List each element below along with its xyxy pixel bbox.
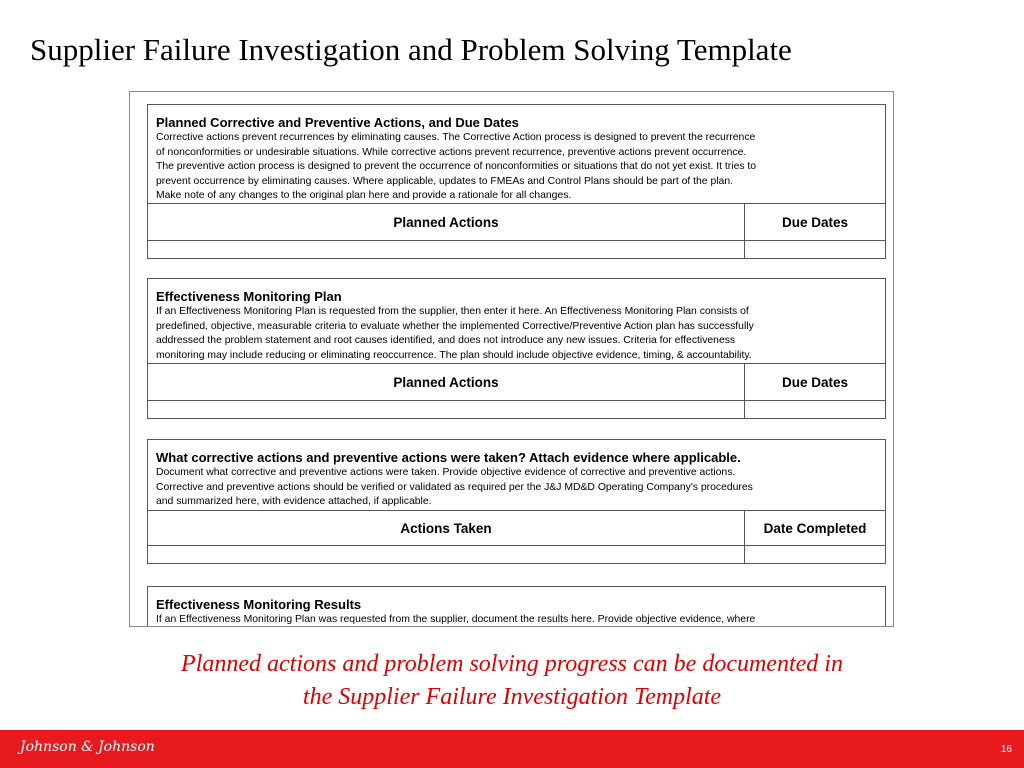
empty-cell: [745, 546, 885, 563]
section-description: [156, 305, 877, 363]
section-header: [148, 587, 885, 627]
description-line: prevent occurrence by eliminating causes. Where applicable, updates to FMEAs and Control Plans should be part of the plan.: [156, 175, 734, 187]
template-document-image: [129, 91, 894, 627]
description-line: If an Effectiveness Monitoring Plan was requested from the supplier, document the results here. Provide objective evidence, where: [156, 614, 756, 625]
empty-cell: [745, 241, 885, 258]
column-header-row: [148, 204, 885, 241]
section-title: Planned Corrective and Preventive Actions, and Due Dates: [156, 115, 519, 130]
section-description: [156, 613, 877, 627]
section-header: [148, 440, 885, 511]
section-description: [156, 131, 877, 204]
section-description: [156, 466, 877, 510]
empty-cell: [745, 401, 885, 418]
column-header-planned-actions: Planned Actions: [148, 364, 745, 400]
section-title: Effectiveness Monitoring Plan: [156, 289, 342, 304]
column-header-row: [148, 364, 885, 401]
company-logo: Johnson & Johnson: [20, 739, 155, 755]
description-line: Make note of any changes to the original plan here and provide a rationale for all changes.: [156, 190, 572, 201]
slide-title: Supplier Failure Investigation and Problem Solving Template: [30, 32, 792, 67]
caption-line: the Supplier Failure Investigation Template: [302, 684, 722, 710]
section-header: [148, 279, 885, 364]
empty-cell: [148, 401, 745, 418]
section-effectiveness-monitoring-results: [147, 586, 886, 627]
description-line: and summarized here, with evidence attached, if applicable.: [156, 496, 432, 507]
column-header-actions-taken: Actions Taken: [148, 511, 745, 545]
empty-cell: [148, 546, 745, 563]
column-header-due-dates: Due Dates: [781, 374, 849, 390]
column-header-due-dates: Due Dates: [781, 214, 849, 230]
slide-caption: [0, 648, 1024, 714]
column-header-row: [148, 511, 885, 546]
caption-line: Planned actions and problem solving progress can be documented in: [181, 651, 843, 677]
page-number: 16: [1000, 744, 1012, 755]
description-line: monitoring may include reducing or eliminating reoccurrence. The plan should include objective evidence, timing, & accountability.: [156, 349, 752, 361]
footer-bar: [0, 730, 1024, 768]
section-header: [148, 105, 885, 204]
description-line: Corrective actions prevent recurrences by eliminating causes. The Corrective Action process is designed to prevent the recurrence: [156, 132, 756, 143]
empty-cell: [148, 241, 745, 258]
description-line: predefined, objective, measurable criteria to evaluate whether the implemented Corrective/Preventive Action plan has successfully: [156, 320, 754, 332]
section-actions-taken: [147, 439, 886, 564]
blank-table-row: [148, 546, 885, 563]
column-header-planned-actions: Planned Actions: [148, 204, 745, 240]
column-header-date-completed: Date Completed: [763, 520, 867, 536]
section-planned-corrective-actions: [147, 104, 886, 259]
blank-table-row: [148, 241, 885, 258]
description-line: The preventive action process is designed to prevent the occurrence of nonconformities or situations that do not yet exist. It tries to: [156, 161, 757, 172]
description-line: Corrective and preventive actions should be verified or validated as required per the J&J MD&D Operating Company's procedures: [156, 481, 753, 493]
blank-table-row: [148, 401, 885, 418]
description-line: of nonconformities or undesirable situations. While corrective actions prevent recurrence, preventive actions prevent occurrence.: [156, 146, 747, 158]
description-line: If an Effectiveness Monitoring Plan is requested from the supplier, then enter it here. An Effectiveness Monitoring Plan consists of: [156, 306, 749, 317]
section-title: What corrective actions and preventive actions were taken? Attach evidence where applicable.: [156, 450, 741, 465]
description-line: addressed the problem statement and root causes identified, and does not introduce any new issues. Criteria for effectiveness: [156, 335, 736, 346]
section-effectiveness-monitoring-plan: [147, 278, 886, 419]
section-title: Effectiveness Monitoring Results: [156, 597, 362, 612]
description-line: Document what corrective and preventive actions were taken. Provide objective evidence of corrective and preventive actions.: [156, 467, 736, 478]
